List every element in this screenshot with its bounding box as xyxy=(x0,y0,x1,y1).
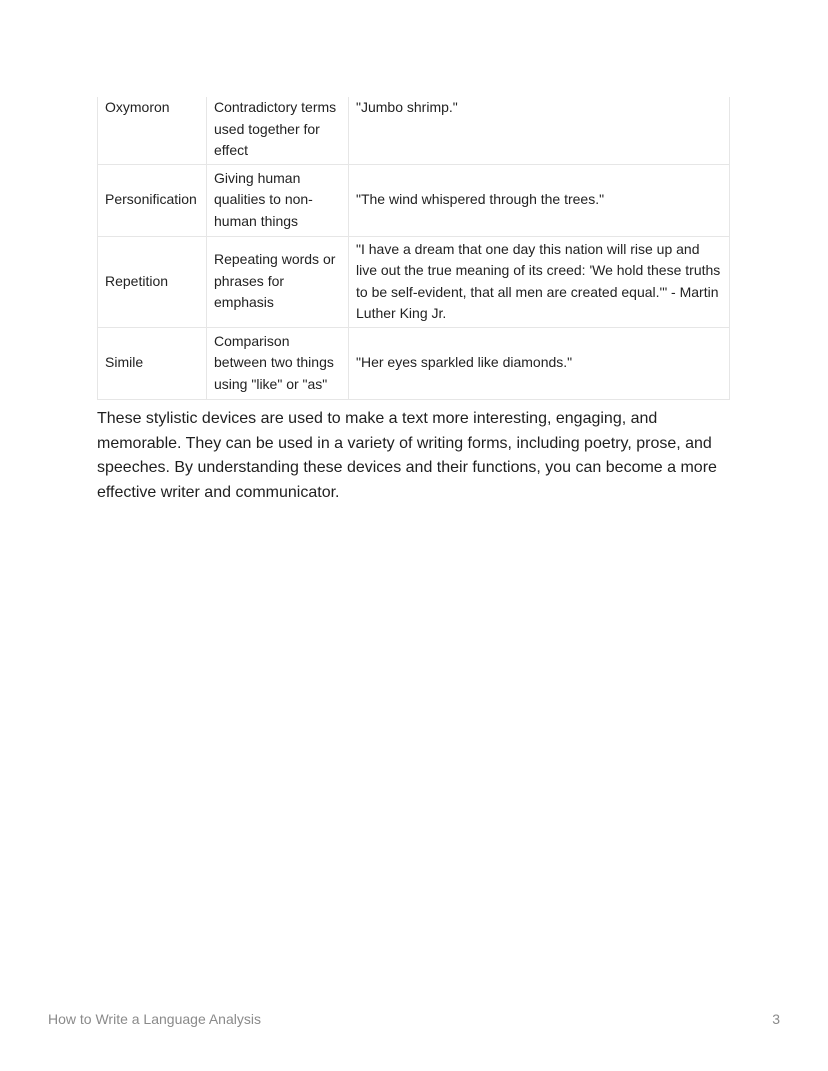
table-row xyxy=(98,164,730,236)
footer-page-number: 3 xyxy=(772,1011,780,1027)
device-definition: Repeating words or phrases for emphasis xyxy=(207,236,349,327)
table-row xyxy=(98,236,730,327)
device-example: "The wind whispered through the trees." xyxy=(349,164,730,236)
table-row xyxy=(98,327,730,399)
device-term: Repetition xyxy=(98,236,207,327)
device-term: Oxymoron xyxy=(98,97,207,164)
device-example: "Jumbo shrimp." xyxy=(349,97,730,164)
device-definition: Giving human qualities to non-human things xyxy=(207,164,349,236)
footer-document-title: How to Write a Language Analysis xyxy=(48,1011,261,1027)
device-definition: Contradictory terms used together for effect xyxy=(207,97,349,164)
device-term: Personification xyxy=(98,164,207,236)
device-example: "Her eyes sparkled like diamonds." xyxy=(349,327,730,399)
table-row xyxy=(98,97,730,164)
device-definition: Comparison between two things using "like" or "as" xyxy=(207,327,349,399)
stylistic-devices-table xyxy=(97,97,730,400)
device-example: "I have a dream that one day this nation will rise up and live out the true meaning of its creed: 'We hold these truths to be self-evident, that all men are created equal.'" - Martin Luther King Jr. xyxy=(349,236,730,327)
device-term: Simile xyxy=(98,327,207,399)
body-paragraph: These stylistic devices are used to make a text more interesting, engaging, and memorable. They can be used in a variety of writing forms, including poetry, prose, and speeches. By understanding these devices and their functions, you can become a more effective writer and communicator. xyxy=(97,410,717,501)
